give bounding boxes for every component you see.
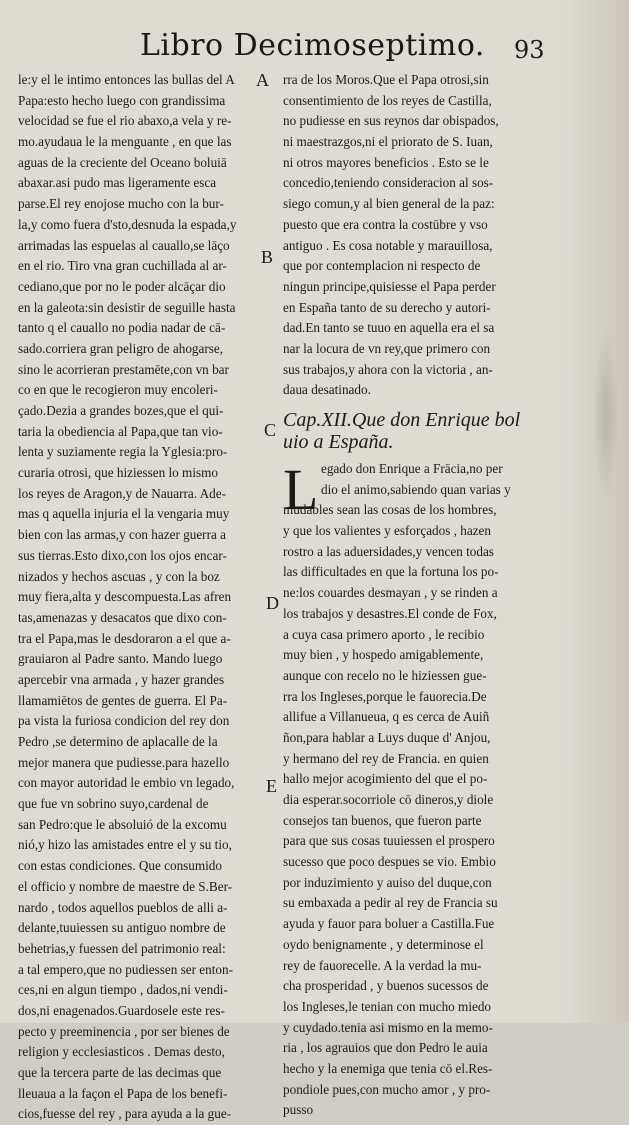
text-line: rra los Ingleses,porque le fauorecia.De [283, 688, 487, 704]
text-line: sado.corriera gran peligro de ahogarse, [18, 340, 224, 356]
page-number: 93 [514, 36, 545, 64]
chapter-heading-line: uio a España. [283, 431, 394, 453]
marginal-letter-c: C [264, 420, 277, 440]
running-title: Libro Decimoseptimo. [140, 28, 485, 63]
text-line: para que sus cosas tuuiessen el prospero [283, 833, 495, 849]
text-line: ningun principe,quisiesse el Papa perder [283, 278, 496, 294]
text-line: pecto y preeminencia , por ser bienes de [18, 1023, 230, 1039]
text-line: bien con las armas,y con hazer guerra a [18, 527, 226, 543]
text-line: en la galeota:sin desistir de seguille hasta [18, 299, 236, 315]
text-line: ces,ni en algun tiempo , dados,ni vendi- [18, 982, 228, 998]
text-line: llamamiētos de gentes de guerra. El Pa- [18, 692, 228, 708]
text-line: le:y el le intimo entonces las bullas del A [18, 72, 235, 87]
text-line: cha prosperidad , y buenos sucessos de [283, 978, 489, 994]
text-line: arrimadas las espuelas al cauallo,se lāço [18, 237, 230, 253]
text-line: Papa:esto hecho luego con grandissima [18, 92, 226, 108]
text-line: el officio y nombre de maestre de S.Ber- [18, 878, 233, 894]
text-line: çado.Dezia a grandes bozes,que el qui- [18, 403, 224, 418]
text-line: ni maestrazgos,ni el priorato de S. Iuan, [283, 134, 493, 150]
text-line: dio el animo,sabiendo quan varias y [321, 481, 511, 497]
text-line: behetrias,y fuessen del patrimonio real: [18, 940, 226, 956]
text-line: delante,tuuiessen su antiguo nombre de [18, 920, 226, 936]
text-line: ayuda y fauor para boluer a Castilla.Fue [283, 916, 495, 932]
chapter-heading-line: Cap.XII.Que don Enrique bol [283, 409, 521, 431]
text-line: velocidad se fue el rio abaxo,a vela y re- [18, 113, 232, 129]
text-line: que fue vn sobrino suyo,cardenal de [18, 796, 209, 812]
text-line: abaxar.asi pudo mas ligeramente esca [18, 175, 217, 191]
text-line: pusso [283, 1102, 314, 1118]
text-line: hallo mejor acogimiento del que el po- [283, 771, 488, 787]
text-line: dad.En tanto se tuuo en aquella era el sa [283, 320, 495, 336]
text-line: aunque con recelo no le hiziessen gue- [283, 667, 487, 683]
text-line: mejor manera que pudiesse.para hazello [18, 754, 230, 770]
text-line: allifue a Villanueua, q es cerca de Auiñ [283, 709, 490, 725]
text-line: rostro a las aduersidades,y vencen todas [283, 543, 494, 559]
text-line: no pudiesse en sus reynos dar obispados, [283, 113, 499, 129]
text-line: religion y ecclesiasticos . Demas desto, [18, 1044, 225, 1060]
text-line: cios,fuesse del rey , para ayuda a la gue- [18, 1106, 232, 1122]
text-line: rey de fauorecelle. A la verdad la mu- [283, 957, 482, 973]
text-line: muy bien , y hospedo amigablemente, [283, 647, 484, 663]
text-line: por induzimiento y auiso del duque,con [283, 874, 492, 890]
text-line: a cuya casa primero aporto , le recibio [283, 626, 485, 642]
text-line: dos,ni enagenados.Guardosele este res- [18, 1002, 225, 1018]
text-line: nió,y hizo las amistades entre el y su tio, [18, 837, 232, 853]
ink-bleed-stain [593, 330, 619, 500]
drop-cap: L [283, 457, 319, 522]
text-line: puesto que era contra la costūbre y vso [283, 216, 488, 232]
text-line: sucesso que poco despues se vio. Embio [283, 854, 496, 870]
text-line: en España tanto de su derecho y autori- [283, 299, 491, 315]
chapter-heading [283, 409, 555, 453]
text-line: que la tercera parte de las decimas que [18, 1065, 222, 1080]
text-line: curaria otrosi, que hiziessen lo mismo [18, 465, 218, 481]
text-line: dia esperar.socorriole cō dineros,y diole [283, 792, 494, 807]
text-line: y que los valientes y esforçados , hazen [283, 523, 491, 539]
text-line: nardo , todos aquellos pueblos de alli a- [18, 899, 228, 915]
text-line: oydo benignamente , y determinose el [283, 936, 484, 952]
text-line: ne:los couardes desmayan , y se rinden a [283, 585, 498, 601]
right-column-bottom-text [283, 459, 555, 1121]
text-line: a tal empero,que no pudiessen ser enton- [18, 961, 233, 977]
marginal-letter-a: A [256, 70, 269, 90]
text-line: consentimiento de los reyes de Castilla, [283, 92, 492, 108]
text-line: aguas de la creciente del Oceano boluiā [18, 154, 227, 170]
text-line: la,y como fuera d'sto,desnuda la espada,y [18, 216, 237, 232]
text-line: egado don Enrique a Frācia,no per [321, 461, 503, 476]
text-line: lleuaua a la façon el Papa de los benefi- [18, 1085, 228, 1101]
text-line: y cuydado.tenia asi mismo en la memo- [283, 1019, 493, 1035]
text-line: lenta y suziamente regia la Yglesia:pro- [18, 444, 228, 460]
marginal-letter-e: E [266, 776, 277, 796]
text-line: con estas condiciones. Que consumido [18, 858, 222, 874]
text-line: mas q aquella injuria el la vengaria muy [18, 506, 230, 522]
text-line: antiguo . Es cosa notable y marauillosa, [283, 237, 493, 253]
text-line: los trabajos y desastres.El conde de Fox, [283, 605, 497, 621]
text-line: mudables sean las cosas de los hombres, [283, 502, 497, 518]
text-line: taria la obediencia al Papa,que tan vio- [18, 423, 223, 439]
text-line: consejos tan buenos, que fueron parte [283, 812, 482, 828]
text-line: nar la locura de vn rey,que primero con [283, 340, 491, 356]
right-column-top-text [283, 70, 555, 401]
text-line: sus tierras.Esto dixo,con los ojos encar- [18, 547, 227, 563]
marginal-letter-d: D [266, 593, 279, 613]
text-line: mo.ayudaua le la menguante , en que las [18, 134, 232, 150]
text-line: apercebir vna armada , y hazer grandes [18, 671, 225, 687]
text-line: sino le acorrieran prestamēte,con vn bar [18, 361, 229, 377]
text-line: san Pedro:que le absoluió de la excomu [18, 816, 227, 832]
marginal-letter-b: B [261, 247, 274, 267]
text-line: con mayor autoridad le embio vn legado, [18, 775, 235, 791]
text-line: y hermano del rey de Francia. en quien [283, 750, 489, 766]
text-line: pa vista la furiosa condicion del rey don [18, 713, 230, 729]
text-line: en el rio. Tiro vna gran cuchillada al ar- [18, 258, 227, 274]
text-line: pondiole pues,con mucho amor , y pro- [283, 1081, 491, 1097]
text-line: tanto q el cauallo no podia nadar de cā- [18, 320, 226, 336]
page-edge-shadow [559, 0, 629, 1023]
text-line: daua desatinado. [283, 382, 371, 398]
text-line: ñon,para hablar a Luys duque d' Anjou, [283, 729, 491, 745]
text-line: muy fiera,alta y descompuesta.Las afren [18, 589, 232, 605]
page-header [0, 28, 629, 68]
text-line: co en que le recogieron muy encoleri- [18, 382, 218, 398]
text-line: tas,amenazas y desacatos que dixo con- [18, 609, 227, 625]
text-line: las difficultades en que la fortuna los po- [283, 564, 499, 580]
text-line: ni otros mayores beneficios . Esto se le [283, 154, 489, 170]
text-line: ria , los agrauios que don Pedro le auia [283, 1040, 488, 1056]
chapter-body [283, 459, 555, 1121]
text-line: los Ingleses,le tenian con mucho miedo [283, 998, 492, 1014]
text-line: Pedro ,se determino de aplacalle de la [18, 734, 218, 749]
text-line: nizados y hechos ascuas , y con la boz [18, 568, 220, 584]
text-line: los reyes de Aragon,y de Nauarra. Ade- [18, 485, 226, 501]
text-line: concedio,teniendo consideracion al sos- [283, 175, 494, 191]
text-line: sus trabajos,y ahora con la victoria , an- [283, 361, 493, 377]
text-line: cediano,que por no le poder alcāçar dio [18, 278, 226, 294]
text-line: grauiaron al Padre santo. Mando luego [18, 651, 223, 667]
text-line: siego comun,y al bien general de la paz: [283, 196, 495, 212]
text-line: hecho y la enemiga que tenia cō el.Res- [283, 1060, 493, 1076]
text-line: que por contemplacion ni respecto de [283, 258, 481, 274]
text-line: tra el Papa,mas le desdoraron a el que a- [18, 630, 231, 646]
text-line: su embaxada a pedir al rey de Francia su [283, 895, 498, 911]
text-line: parse.El rey enojose mucho con la bur- [18, 196, 224, 212]
left-text-column [18, 70, 268, 1125]
right-text-column [283, 70, 555, 1121]
text-line: rra de los Moros.Que el Papa otrosi,sin [283, 72, 489, 87]
